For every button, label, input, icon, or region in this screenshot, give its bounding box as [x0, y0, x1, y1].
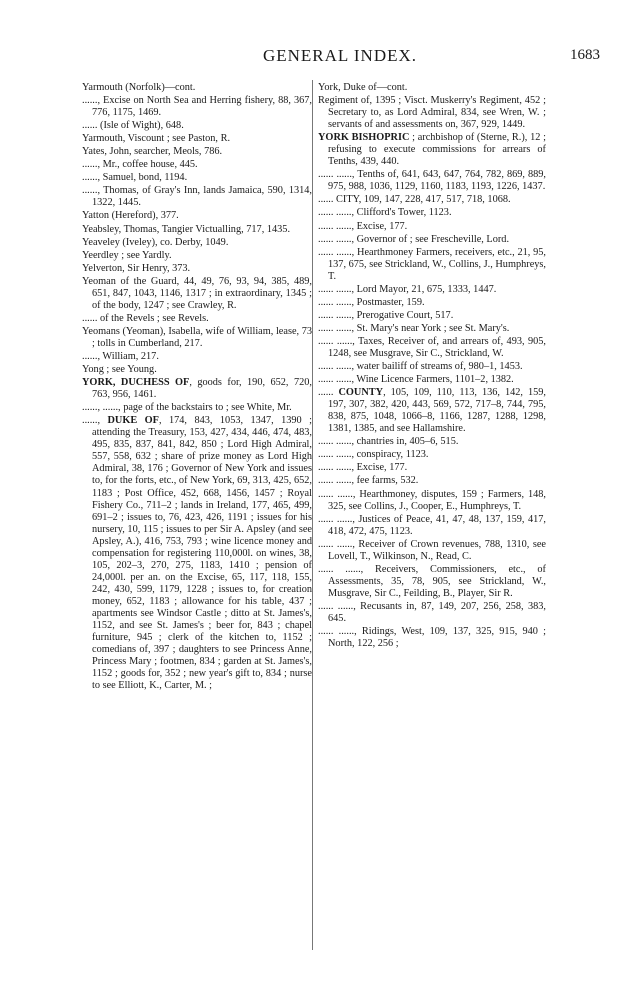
index-entry: ...... (Isle of Wight), 648. — [82, 120, 184, 132]
index-entry: Yarmouth, Viscount ; see Paston, R. — [82, 133, 231, 145]
page-number: 1683 — [570, 47, 600, 63]
index-entry: ...... of the Revels ; see Revels. — [82, 312, 209, 324]
index-entry: ...... ......, Recusants in, 87, 149, 207, 256, 258, 383, 645. — [318, 600, 546, 624]
index-entry: ...... ......, Excise, 177. — [318, 220, 408, 232]
index-entry: ...... ......, Governor of ; see Frescheville, Lord. — [318, 233, 510, 245]
index-entry: ...... ......, Lord Mayor, 21, 675, 1333, 1447. — [318, 283, 497, 295]
index-entry: ...... ......, Hearthmoney, disputes, 159 ; Farmers, 148, 325, see Collins, J., Cooper, E., Humphreys, T. — [318, 488, 546, 512]
index-entry: Yates, John, searcher, Meols, 786. — [82, 146, 223, 158]
left-column — [82, 82, 312, 693]
index-entry-york-city: ...... CITY, 109, 147, 228, 417, 517, 718, 1068. — [318, 194, 511, 206]
index-entry: ...... ......, conspiracy, 1123. — [318, 449, 429, 461]
index-entry: ......, William, 217. — [82, 350, 159, 362]
index-entry: ......, Excise on North Sea and Herring fishery, 88, 367, 776, 1175, 1469. — [82, 95, 312, 119]
right-column — [318, 82, 546, 651]
index-entry: Regiment of, 1395 ; Visct. Muskerry's Regiment, 452 ; Secretary to, as Lord Admiral, 834, see Wren, W. ; servants of and assessments on, 367, 929, 1449. — [318, 95, 546, 131]
index-entry: ...... ......, Postmaster, 159. — [318, 296, 425, 308]
page-title: GENERAL INDEX. — [262, 46, 418, 65]
index-entry: ......, ......, page of the backstairs to ; see White, Mr. — [82, 402, 292, 414]
index-entry: ...... ......, Taxes, Receiver of, and arrears of, 493, 905, 1248, see Musgrave, Sir C., Strickland, W. — [318, 335, 546, 359]
index-entry-york-duke: ......, DUKE OF, 174, 843, 1053, 1347, 1390 ; attending the Treasury, 153, 427, 434, 446, 474, 483, 495, 835, 837, 841, 842, 850 ; Lord High Admiral, 557, 558, 632 ; share of prize money as Lord High Admiral, 38, 176 ; Governor of New York and issues to, for the forts, etc., of New York, 69, 313, 425, 652, 1183 ; Post Office, 452, 668, 1456, 1457 ; Royal Fishery Co., 711–2 ; lands in Ireland, 177, 465, 499, 691–2 ; issues to, 76, 423, 426, 1191 ; issues for his nursery, 10, 115 ; issues to per Sir A. Apsley (and see Apsley, A.), 416, 753, 793 ; wine licence money and compensation for registering 110,000l. on wines, 38, 105, 202–3, 270, 275, 1183, 1410 ; pension of 24,000l. per an. on the Excise, 65, 117, 118, 155, 242, 430, 599, 1179, 1228 ; issues to, for creation money, 652, 1183 ; allowance for his table, 437 ; apartments see Windsor Castle ; ditto at St. James's, 1152, and see St. James's ; beer for, 843 ; chapel furniture, 945 ; clerk of the kitchen to, 1152 ; comedians of, 397 ; daughters to see Princess Anne, Princess Mary ; footmen, 834 ; garden at St. James's, 1152 ; goods for, 352 ; new year's gift to, 834 ; nurse to see Elliott, K., Carter, M. ; — [82, 415, 313, 692]
index-entry: ...... ......, Prerogative Court, 517. — [318, 309, 454, 321]
index-entry: ...... ......, fee farms, 532. — [318, 475, 419, 487]
index-entry: Yeerdley ; see Yardly. — [82, 249, 172, 261]
index-entry: Yatton (Hereford), 377. — [82, 210, 179, 222]
index-entry: ...... ......, chantries in, 405–6, 515. — [318, 436, 459, 448]
index-entry: ......, Mr., coffee house, 445. — [82, 159, 198, 171]
index-entry: ...... ......, Hearthmoney Farmers, receivers, etc., 21, 95, 137, 675, see Strickland, W., Collins, J., Humphreys, T. — [318, 246, 546, 282]
index-entry: Yeomans (Yeoman), Isabella, wife of William, lease, 73 ; tolls in Cumberland, 217. — [82, 325, 312, 349]
index-entry: Yelverton, Sir Henry, 373. — [82, 262, 191, 274]
index-entry: ...... ......, Ridings, West, 109, 137, 325, 915, 940 ; North, 122, 256 ; — [318, 626, 546, 650]
index-entry: York, Duke of—cont. — [318, 82, 408, 93]
index-entry: Yarmouth (Norfolk)—cont. — [82, 82, 196, 93]
column-divider — [312, 80, 313, 950]
index-entry: ...... ......, Wine Licence Farmers, 1101–2, 1382. — [318, 374, 514, 386]
page-header — [80, 46, 600, 70]
index-entry: Yeabsley, Thomas, Tangier Victualling, 717, 1435. — [82, 223, 291, 235]
index-entry: ...... ......, Justices of Peace, 41, 47, 48, 137, 159, 417, 418, 472, 475, 1123. — [318, 513, 546, 537]
index-entry: ...... ......, Receiver of Crown revenues, 788, 1310, see Lovell, T., Wilkinson, N., Read, C. — [318, 538, 546, 562]
index-entry: ...... ......, Tenths of, 641, 643, 647, 764, 782, 869, 889, 975, 988, 1036, 1129, 1160, 1183, 1193, 1226, 1437. — [318, 169, 546, 193]
index-entry: ...... ......, Clifford's Tower, 1123. — [318, 207, 452, 219]
index-entry: ...... ......, water bailiff of streams of, 980–1, 1453. — [318, 361, 523, 373]
index-entry-york-duchess: YORK, DUCHESS OF, goods for, 190, 652, 720, 763, 956, 1461. — [82, 377, 312, 401]
index-entry-york-county: ...... COUNTY, 105, 109, 110, 113, 136, 142, 159, 197, 307, 382, 420, 443, 569, 572, 717–8, 744, 795, 838, 875, 1048, 1066–8, 1166, 1287, 1288, 1298, 1381, 1385, and see Hallamshire. — [318, 387, 546, 435]
index-entry: ......, Thomas, of Gray's Inn, lands Jamaica, 590, 1314, 1322, 1445. — [82, 185, 312, 209]
index-entry: Yeoman of the Guard, 44, 49, 76, 93, 94, 385, 489, 651, 847, 1043, 1146, 1317 ; in extraordinary, 1345 ; of the body, 1247 ; see Crawley, R. — [82, 275, 312, 311]
index-entry: ......, Samuel, bond, 1194. — [82, 172, 188, 184]
index-entry-york-bishopric: YORK BISHOPRIC ; archbishop of (Sterne, R.), 12 ; refusing to execute commissions for arrears of Tenths, 439, 440. — [318, 132, 546, 168]
index-entry: ...... ......, Receivers, Commissioners, etc., of Assessments, 35, 78, 905, see Strickland, W., Musgrave, Sir C., Feilding, B., Player, Sir R. — [318, 563, 546, 599]
index-entry: ...... ......, St. Mary's near York ; see St. Mary's. — [318, 322, 510, 334]
index-entry: Yong ; see Young. — [82, 364, 157, 376]
index-entry: ...... ......, Excise, 177. — [318, 462, 408, 474]
index-entry: Yeaveley (Iveley), co. Derby, 1049. — [82, 236, 229, 248]
